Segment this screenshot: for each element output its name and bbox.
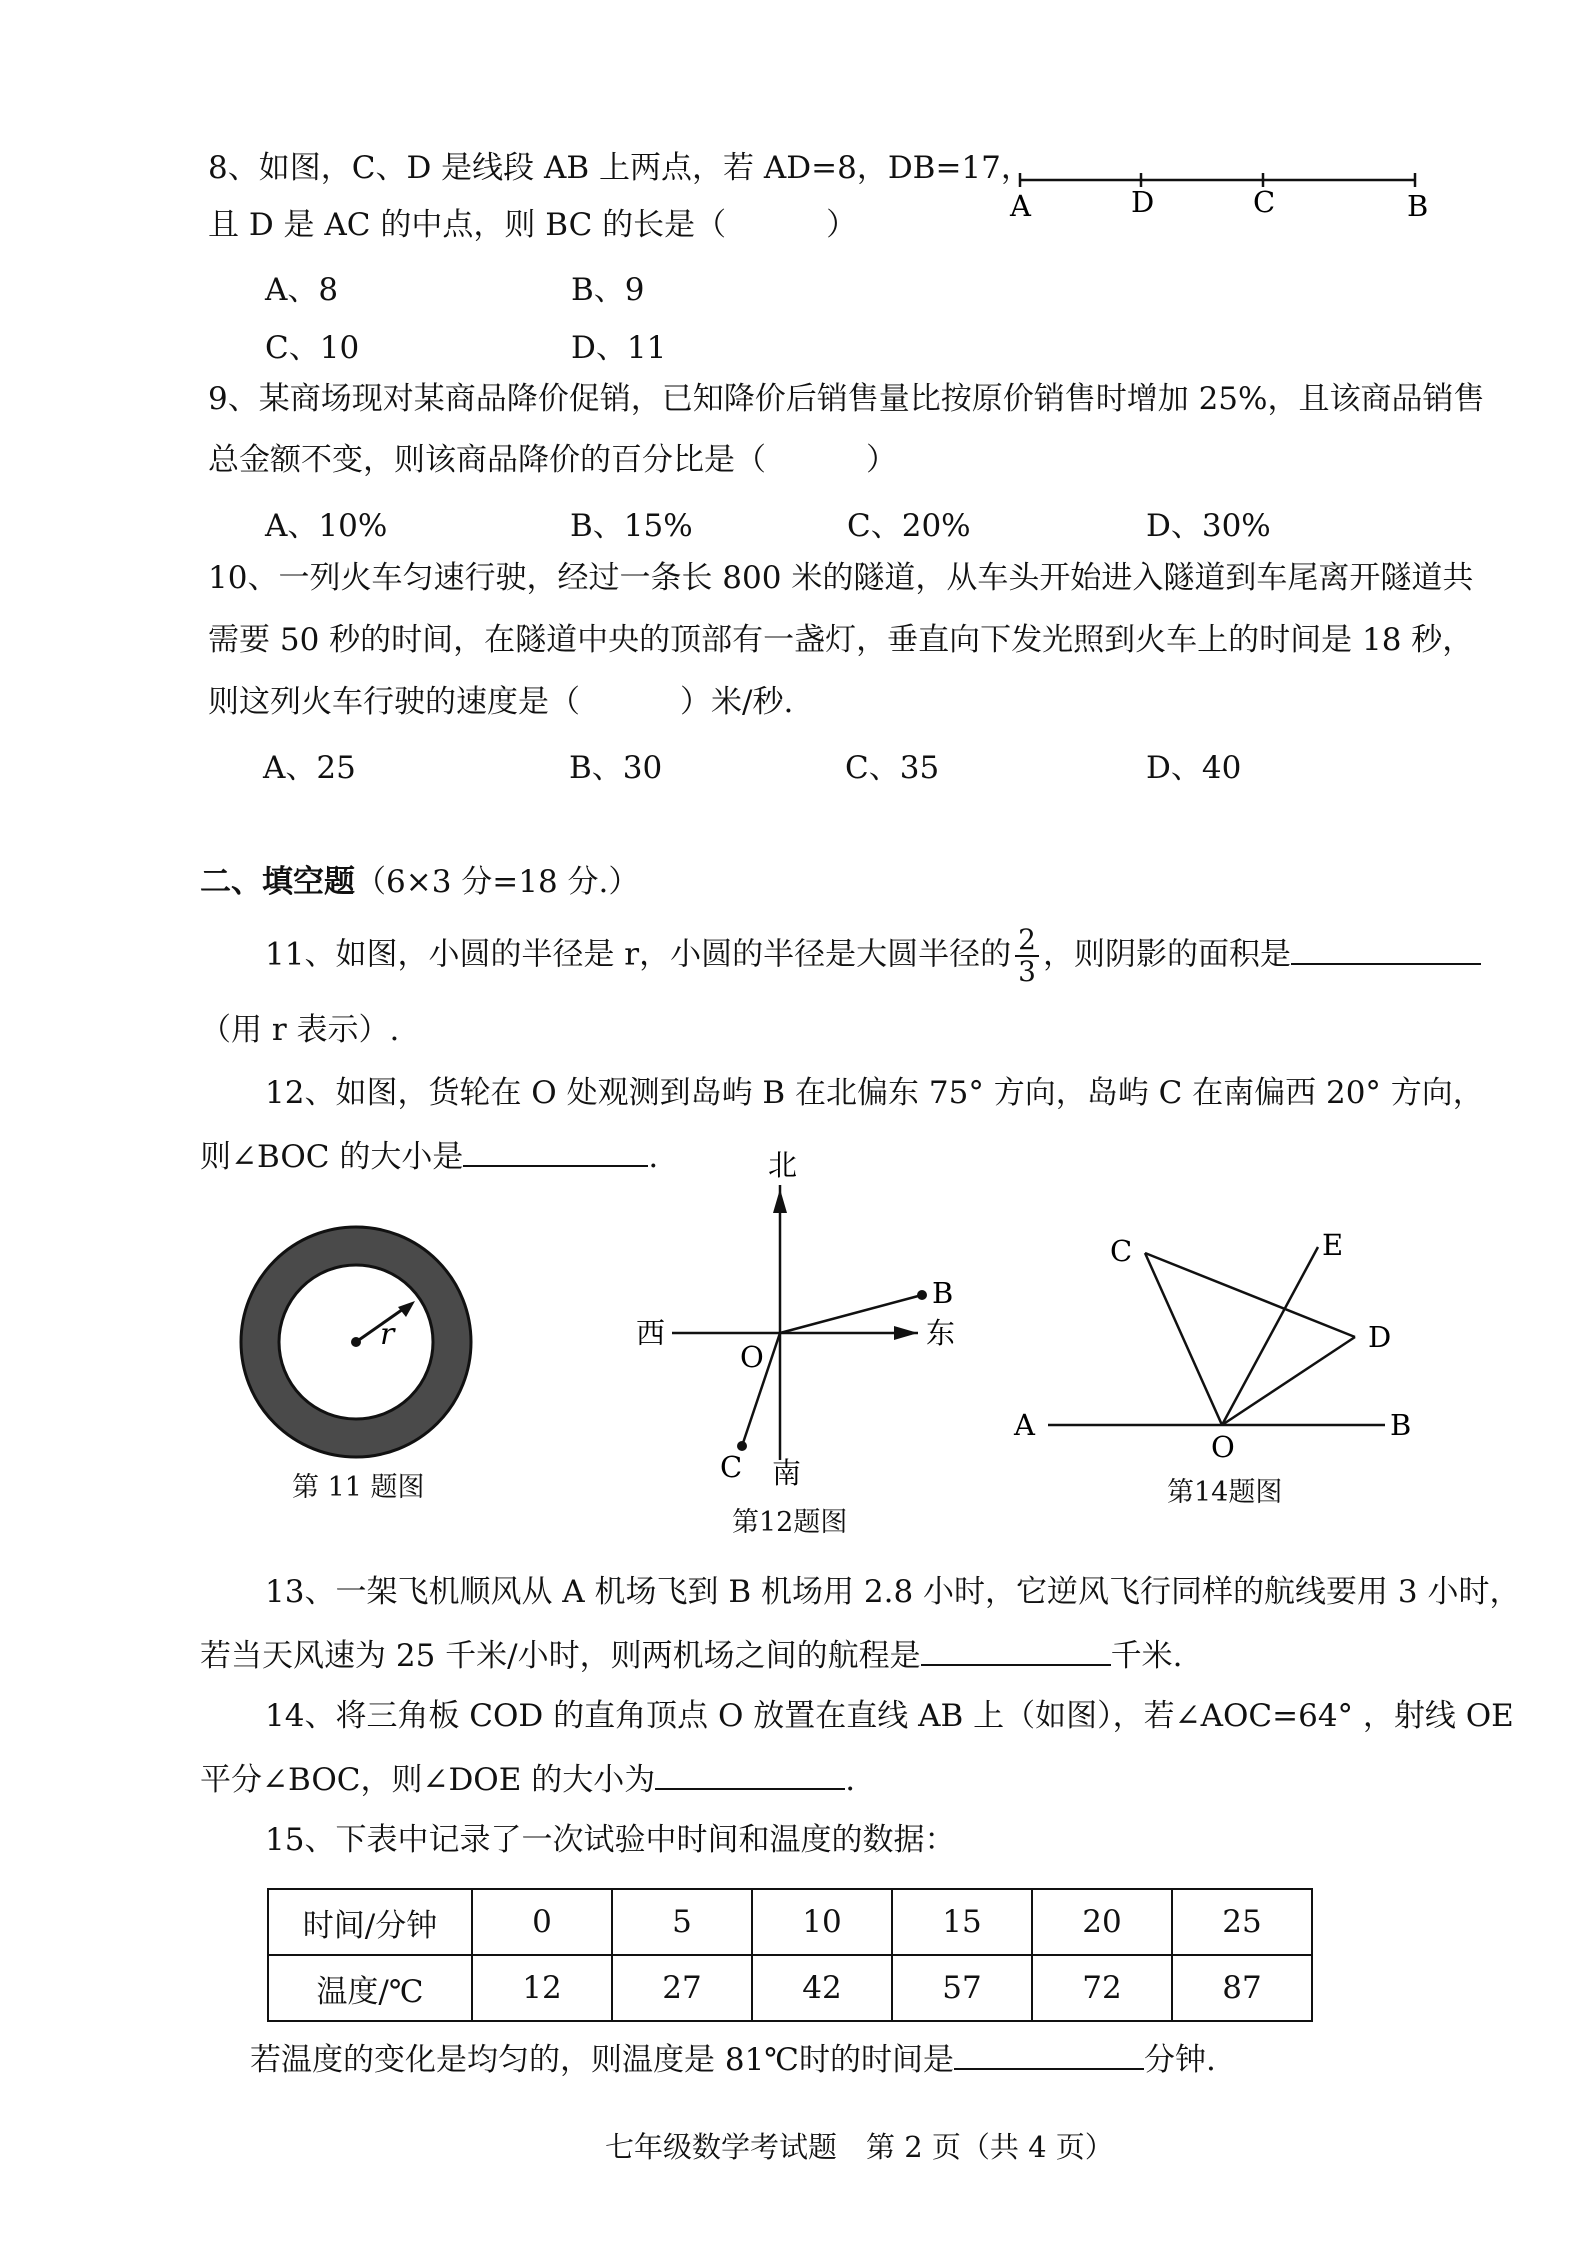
q8-segment-figure <box>1005 160 1429 250</box>
seg-label-a: A <box>1010 189 1031 223</box>
q11-line2: （用 r 表示）. <box>200 1012 400 1048</box>
frac-numerator: 2 <box>1015 925 1039 957</box>
table-cell: 20 <box>1032 1889 1172 1955</box>
table-cell: 72 <box>1032 1955 1172 2021</box>
q12-compass-figure <box>620 1145 960 1490</box>
label-e: E <box>1322 1228 1344 1262</box>
q14-setsquare-figure <box>1010 1225 1410 1465</box>
q10-line1: 10、一列火车匀速行驶，经过一条长 800 米的隧道，从车头开始进入隧道到车尾离开隧道共 <box>208 560 1474 596</box>
frac-denominator: 3 <box>1018 955 1036 988</box>
answer-blank <box>954 2038 1144 2070</box>
seg-label-c: C <box>1253 185 1276 219</box>
q12-text-a: 则∠BOC 的大小是 <box>200 1139 464 1175</box>
seg-label-b: B <box>1407 189 1429 223</box>
table-cell: 27 <box>612 1955 752 2021</box>
table-cell: 5 <box>612 1889 752 1955</box>
q14-text-a: 平分∠BOC，则∠DOE 的大小为 <box>200 1762 656 1798</box>
table-cell: 42 <box>752 1955 892 2021</box>
page-footer: 七年级数学考试题 第 2 页（共 4 页） <box>605 2130 1114 2164</box>
label-west: 西 <box>636 1316 666 1350</box>
q12-line1: 12、如图，货轮在 O 处观测到岛屿 B 在北偏东 75° 方向，岛屿 C 在南偏西 20° 方向， <box>265 1075 1484 1111</box>
label-a: A <box>1014 1408 1035 1442</box>
q10-line3-text: 则这列火车行驶的速度是（ <box>208 684 580 720</box>
q9-option-c: C、20% <box>847 508 971 544</box>
table-cell: 57 <box>892 1955 1032 2021</box>
table-header-temperature: 温度/℃ <box>268 1955 472 2021</box>
q14-text-b: . <box>845 1762 856 1798</box>
q9-line2-close: ） <box>866 442 897 478</box>
q10-line2: 需要 50 秒的时间，在隧道中央的顶部有一盏灯，垂直向下发光照到火车上的时间是 18 秒， <box>208 622 1474 658</box>
q15-data-table <box>267 1888 1313 2022</box>
q13-line2 <box>200 1634 1182 1676</box>
q10-option-a: A、25 <box>263 750 356 786</box>
table-cell: 12 <box>472 1955 612 2021</box>
table-header-time: 时间/分钟 <box>268 1889 472 1955</box>
q11-annulus-figure <box>236 1222 476 1462</box>
seg-label-d: D <box>1131 185 1155 219</box>
table-cell: 10 <box>752 1889 892 1955</box>
table-cell: 0 <box>472 1889 612 1955</box>
q15-text-b: 分钟. <box>1143 2042 1216 2078</box>
q8-option-b: B、9 <box>571 272 645 308</box>
table-row <box>268 1889 1312 1955</box>
q10-option-d: D、40 <box>1146 750 1242 786</box>
section2-score: （6×3 分=18 分.） <box>355 864 640 900</box>
q8-option-c: C、10 <box>265 330 360 366</box>
label-north: 北 <box>768 1148 798 1182</box>
label-south: 南 <box>772 1456 802 1490</box>
q8-line2-close: ） <box>826 207 858 243</box>
q14-line2 <box>200 1758 855 1800</box>
q11-line1 <box>265 925 1481 987</box>
section2-title: 二、填空题 <box>200 864 355 900</box>
q10-line3-end: ）米/秒. <box>680 684 794 720</box>
label-b: B <box>932 1276 954 1310</box>
table-cell: 15 <box>892 1889 1032 1955</box>
answer-blank <box>1291 933 1481 965</box>
label-o: O <box>1211 1430 1235 1464</box>
label-b: B <box>1390 1408 1412 1442</box>
q12-line2 <box>200 1135 658 1177</box>
q11-text-a: 11、如图，小圆的半径是 r，小圆的半径是大圆半径的 <box>265 936 1012 973</box>
q14-line1: 14、将三角板 COD 的直角顶点 O 放置在直线 AB 上（如图），若∠AOC=64° ，射线 OE <box>265 1698 1514 1734</box>
q13-text-a: 若当天风速为 25 千米/小时，则两机场之间的航程是 <box>200 1638 921 1674</box>
q8-option-a: A、8 <box>265 272 339 308</box>
q9-option-b: B、15% <box>570 508 693 544</box>
q9-option-a: A、10% <box>265 508 388 544</box>
q8-line2 <box>208 205 857 245</box>
q15-line1: 15、下表中记录了一次试验中时间和温度的数据： <box>265 1822 956 1858</box>
table-row <box>268 1955 1312 2021</box>
q9-line2-text: 总金额不变，则该商品降价的百分比是（ <box>208 442 766 478</box>
q10-option-b: B、30 <box>569 750 663 786</box>
q8-line2-text: 且 D 是 AC 的中点，则 BC 的长是（ <box>208 207 727 243</box>
q13-text-b: 千米. <box>1110 1638 1183 1674</box>
table-cell: 87 <box>1172 1955 1312 2021</box>
radius-label: r <box>380 1317 395 1352</box>
fraction-two-thirds <box>1015 925 1039 987</box>
q9-option-d: D、30% <box>1146 508 1271 544</box>
q8-option-d: D、11 <box>571 330 667 366</box>
q10-line3 <box>208 682 793 722</box>
q8-line1: 8、如图，C、D 是线段 AB 上两点，若 AD=8，DB=17， <box>208 150 1032 186</box>
label-east: 东 <box>926 1316 956 1350</box>
q14-caption: 第14题图 <box>1167 1477 1283 1508</box>
q13-line1: 13、一架飞机顺风从 A 机场飞到 B 机场用 2.8 小时，它逆风飞行同样的航线要用 3 小时， <box>265 1574 1521 1610</box>
q12-caption: 第12题图 <box>732 1507 848 1538</box>
q9-line1: 9、某商场现对某商品降价促销，已知降价后销售量比按原价销售时增加 25%，且该商品销售 <box>208 381 1485 417</box>
answer-blank <box>655 1758 845 1790</box>
q15-text-a: 若温度的变化是均匀的，则温度是 81℃时的时间是 <box>250 2042 954 2078</box>
q10-option-c: C、35 <box>845 750 940 786</box>
label-c: C <box>720 1450 743 1484</box>
label-c: C <box>1110 1234 1133 1268</box>
section2-heading <box>200 862 639 902</box>
answer-blank <box>921 1634 1111 1666</box>
q11-text-b: ，则阴影的面积是 <box>1042 936 1291 973</box>
label-d: D <box>1368 1320 1392 1354</box>
q12-text-b: . <box>648 1139 659 1175</box>
label-o: O <box>740 1340 764 1374</box>
q15-line2 <box>250 2038 1216 2080</box>
q11-caption: 第 11 题图 <box>292 1472 425 1503</box>
table-cell: 25 <box>1172 1889 1312 1955</box>
q9-line2 <box>208 440 897 480</box>
